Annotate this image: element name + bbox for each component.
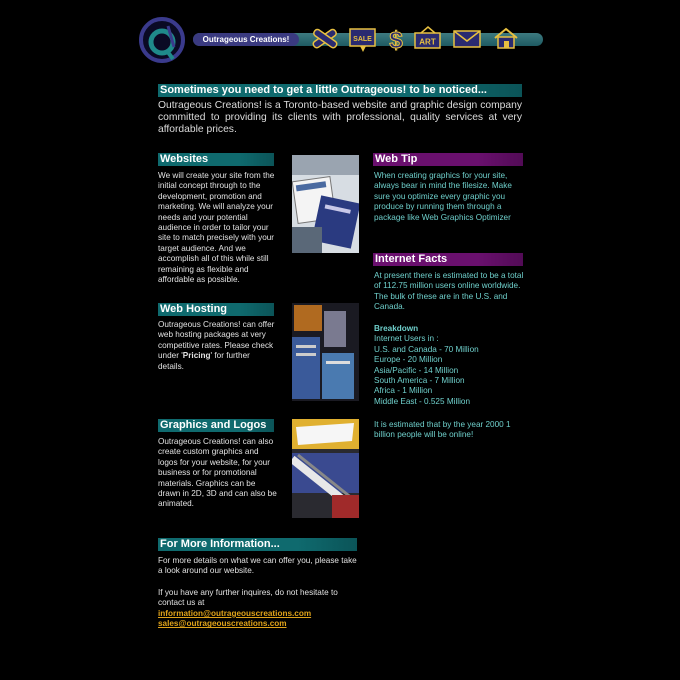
email-link-sales[interactable]: sales@outrageouscreations.com xyxy=(158,619,287,629)
websites-text: We will create your site from the initial concept through to the development, promotion and marketing. We will analyze your needs and your potential audience in order to tailor your site to match precisely with your target audience. And we accomplish all of this while still remaining as flexible and affordable as possible. xyxy=(158,171,275,285)
websites-heading: Websites xyxy=(158,153,274,166)
hosting-photo xyxy=(292,303,359,401)
breakdown-item: Middle East - 0.525 Million xyxy=(374,396,471,406)
breakdown-title: Breakdown xyxy=(374,324,419,333)
svg-text:$: $ xyxy=(389,27,403,53)
logo-icon xyxy=(143,21,189,67)
web-tip-text: When creating graphics for your site, always bear in mind the filesize. Make sure you optimize every graphic you produce by running them through a package like Web Graphics Optimizer xyxy=(374,171,512,222)
mail-icon[interactable] xyxy=(452,25,484,53)
home-icon[interactable] xyxy=(492,25,524,53)
hosting-text-part: Outrageous Creations! can offer web hosting packages at very competitive rates. Please check under ' xyxy=(158,320,275,361)
email-links xyxy=(158,609,358,630)
intro-heading: Sometimes you need to get a little Outrageous! to be noticed... xyxy=(158,84,522,97)
graphics-heading: Graphics and Logos xyxy=(158,419,274,432)
contact-text: If you have any further inquires, do not hesitate to contact us at xyxy=(158,588,338,608)
breakdown-item: South America - 7 Million xyxy=(374,376,465,386)
brand-label: Outrageous Creations! xyxy=(193,33,299,46)
graphics-text: Outrageous Creations! can also create custom graphics and logos for your website, for your business or for promotional materials. Graphics can be drawn in 2D, 3D and can also be animated. xyxy=(158,437,277,509)
hosting-text-part: ' for further details. xyxy=(158,351,250,371)
more-info-heading: For More Information... xyxy=(158,538,357,551)
breakdown-subtitle: Internet Users in : xyxy=(374,334,439,344)
hosting-heading: Web Hosting xyxy=(158,303,274,316)
internet-facts-heading: Internet Facts xyxy=(373,253,523,266)
graphics-photo xyxy=(292,419,359,518)
art-icon[interactable] xyxy=(412,25,444,53)
breakdown-item: Asia/Pacific - 14 Million xyxy=(374,365,459,375)
tools-icon[interactable] xyxy=(309,25,341,53)
email-link-information[interactable]: information@outrageouscreations.com xyxy=(158,609,312,618)
more-info-text: For more details on what we can offer you, please take a look around our website. xyxy=(158,556,357,576)
facts-closing-text: It is estimated that by the year 2000 1 billion people will be online! xyxy=(374,420,511,440)
svg-text:SALE: SALE xyxy=(353,36,372,43)
websites-photo xyxy=(292,155,359,253)
pricing-mention: Pricing xyxy=(182,351,211,361)
site-logo[interactable] xyxy=(139,17,185,63)
internet-facts-text: At present there is estimated to be a total of 112.75 million users online worldwide. The bulk of these are in the U.S. and Canada. xyxy=(374,271,524,312)
hosting-text xyxy=(158,320,276,372)
sale-icon[interactable] xyxy=(348,25,380,53)
intro-text: Outrageous Creations! is a Toronto-based website and graphic design company committed to providing its clients with professional, quality services at very affordable prices. xyxy=(158,100,522,135)
breakdown-block xyxy=(374,324,524,407)
svg-text:ART: ART xyxy=(419,37,436,47)
breakdown-item: Africa - 1 Million xyxy=(374,386,433,396)
breakdown-item: U.S. and Canada - 70 Million xyxy=(374,344,479,354)
breakdown-item: Europe - 20 Million xyxy=(374,355,443,365)
web-tip-heading: Web Tip xyxy=(373,153,523,166)
